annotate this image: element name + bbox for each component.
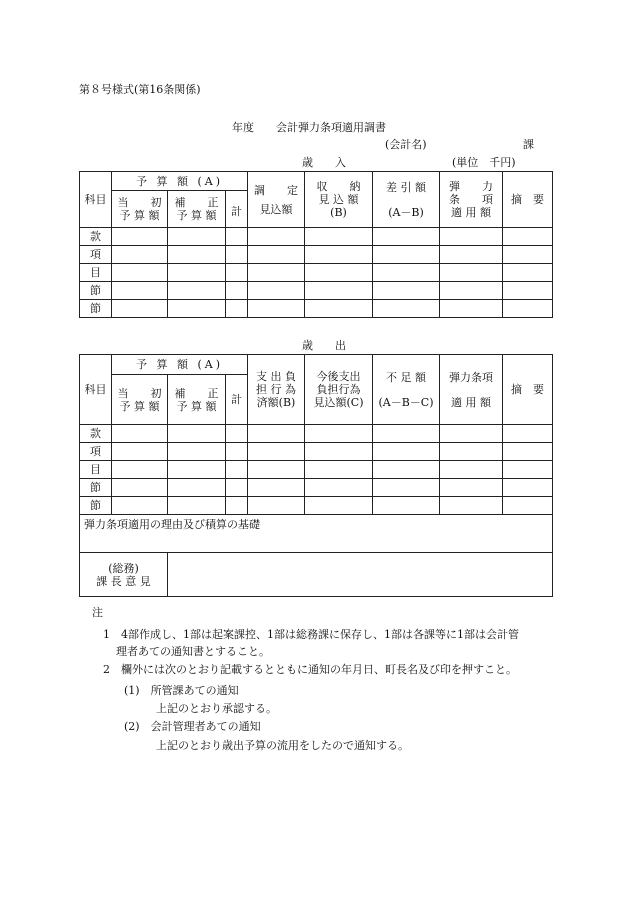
- note-item: 理者あての通知書とすること。: [116, 645, 270, 658]
- rev-supplement-header: 補 正 予 算 額: [168, 191, 226, 228]
- table-row: [80, 443, 553, 461]
- exp-total-header: 計: [226, 375, 248, 425]
- note-item: (2) 会計管理者あての通知: [124, 720, 261, 733]
- table-row: [80, 246, 553, 264]
- opinion-box: [168, 553, 553, 597]
- exp-future-header: 今後支出 負担行為 見込額(C): [305, 355, 373, 425]
- form-number: 第８号様式(第16条関係): [79, 83, 201, 96]
- table-row: [80, 264, 553, 282]
- table-row: [80, 425, 553, 443]
- rev-elastic-header: 弾 力 条 項 適 用 額: [440, 172, 503, 228]
- row-label: 目: [80, 461, 112, 479]
- note-item: 上記のとおり歳出予算の流用をしたので通知する。: [156, 739, 409, 752]
- expenditure-table: [79, 354, 553, 597]
- exp-subject-header: 科目: [80, 355, 112, 425]
- note-item: 上記のとおり承認する。: [156, 702, 277, 715]
- table-row: [80, 497, 553, 515]
- row-label: 目: [80, 264, 112, 282]
- section-label: 課: [523, 138, 534, 151]
- revenue-table: [79, 171, 553, 318]
- row-label: 節: [80, 479, 112, 497]
- rev-assessed-header: 調 定 見込額: [248, 172, 305, 228]
- note-item: 1 4部作成し、1部は起案課控、1部は総務課に保存し、1部は各課等に1部は会計管: [103, 628, 519, 641]
- note-item: 2 欄外には次のとおり記載するとともに通知の年月日、町長名及び印を押すこと。: [103, 663, 517, 676]
- exp-committed-header: 支 出 負 担 行 為 済額(B): [248, 355, 305, 425]
- rev-initial-header: 当 初 予 算 額: [112, 191, 168, 228]
- row-label: 款: [80, 425, 112, 443]
- row-label: 款: [80, 228, 112, 246]
- opinion-label: (総務) 課 長 意 見: [80, 553, 168, 597]
- document-title: 年度 会計弾力条項適用調書: [232, 121, 386, 134]
- rev-receipt-header: 収 納 見 込 額 (B): [305, 172, 373, 228]
- exp-initial-header: 当 初 予 算 額: [112, 375, 168, 425]
- exp-budget-header: 予 算 額 (A): [112, 355, 248, 375]
- rev-budget-header: 予 算 額 (A): [112, 172, 248, 191]
- table-row: [80, 479, 553, 497]
- table-row: [80, 282, 553, 300]
- rev-diff-header: 差 引 額 (A－B): [373, 172, 440, 228]
- table-row: [80, 300, 553, 318]
- revenue-heading: 歳 入: [302, 156, 346, 169]
- row-label: 節: [80, 300, 112, 318]
- row-label: 項: [80, 246, 112, 264]
- table-row: [80, 228, 553, 246]
- exp-supplement-header: 補 正 予 算 額: [168, 375, 226, 425]
- rev-total-header: 計: [226, 191, 248, 228]
- exp-shortage-header: 不 足 額 (A－B－C): [373, 355, 440, 425]
- rev-remarks-header: 摘 要: [503, 172, 553, 228]
- row-label: 節: [80, 282, 112, 300]
- reason-box: 弾力条項適用の理由及び積算の基礎: [80, 515, 553, 553]
- notes-heading: 注: [92, 606, 103, 619]
- row-label: 節: [80, 497, 112, 515]
- exp-elastic-header: 弾力条項 適 用 額: [440, 355, 503, 425]
- expenditure-heading: 歳 出: [302, 339, 346, 352]
- note-item: (1) 所管課あての通知: [124, 684, 239, 697]
- unit-label: (単位 千円): [452, 156, 516, 169]
- exp-remarks-header: 摘 要: [503, 355, 553, 425]
- account-name-label: (会計名): [385, 138, 427, 151]
- table-row: [80, 461, 553, 479]
- row-label: 項: [80, 443, 112, 461]
- rev-subject-header: 科目: [80, 172, 112, 228]
